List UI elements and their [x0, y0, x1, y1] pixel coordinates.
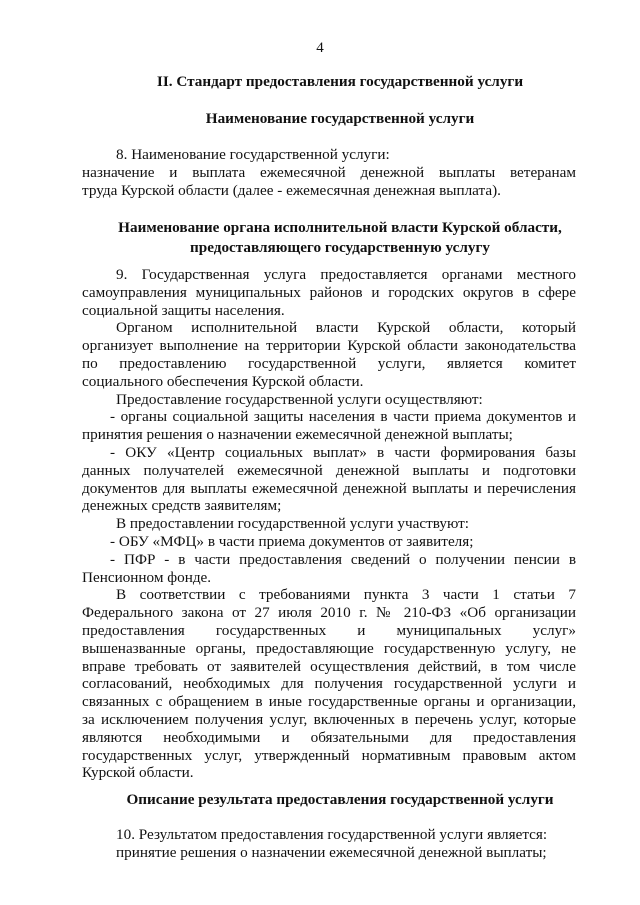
text-line: организует выполнение на территории Курской области законодательства	[82, 337, 576, 355]
text-line: 10. Результатом предоставления государственной услуги является:	[116, 826, 548, 843]
text-line: принятие решения о назначении ежемесячной денежной выплаты;	[116, 843, 547, 861]
text-line: назначение и выплата ежемесячной денежной выплаты ветеранам	[82, 163, 576, 181]
text-line: - ПФР - в части предоставления сведений о получении пенсии в	[110, 550, 576, 568]
text-line: В предоставлении государственной услуги участвуют:	[116, 515, 469, 533]
text-line: - ОБУ «МФЦ» в части приема документов от заявителя;	[110, 532, 474, 550]
text-line: данных получателей ежемесячной денежной выплаты и подготовки	[82, 461, 576, 479]
heading-line: Наименование органа исполнительной власти Курской области,	[118, 219, 562, 236]
text-line: Пенсионном фонде.	[82, 568, 212, 586]
heading-service-name: Наименование государственной услуги	[205, 110, 475, 127]
heading-line: предоставляющего государственную услугу	[190, 239, 490, 256]
text-line: социального обеспечения Курской области.	[82, 372, 364, 390]
text-line: за исключением получения услуг, включенных в перечень услуг, которые	[82, 710, 576, 728]
text-line: самоуправления муниципальных районов и городских округов в сфере	[82, 283, 576, 301]
text-line: Федерального закона от 27 июля 2010 г. № 210-ФЗ «Об организации	[82, 604, 576, 622]
text-line: - органы социальной защиты населения в части приема документов и	[110, 408, 576, 426]
text-line: 8. Наименование государственной услуги:	[116, 146, 390, 163]
text-line: вправе требовать от заявителей осуществления действий, в том числе	[82, 657, 576, 675]
text-line: В соответствии с требованиями пункта 3 части 1 статьи 7	[116, 586, 576, 604]
text-line: связанных с обращением в иные государственные органы и организации,	[82, 693, 576, 711]
section-title: II. Стандарт предоставления государственной услуги	[156, 73, 524, 90]
text-line: согласований, необходимых для получения государственной услуги и	[82, 675, 576, 693]
text-line: являются необходимыми и обязательными для предоставления	[82, 728, 576, 746]
text-line: социальной защиты населения.	[82, 301, 285, 319]
text-line: Предоставление государственной услуги осуществляют:	[116, 390, 483, 408]
text-line: Органом исполнительной власти Курской области, который	[116, 319, 576, 337]
text-line: денежных средств заявителям;	[82, 497, 282, 515]
text-line: Курской области.	[82, 764, 194, 782]
heading-result: Описание результата предоставления государственной услуги	[126, 791, 554, 808]
heading-organ	[60, 218, 620, 258]
paragraph-8	[82, 146, 576, 199]
text-line: принятия решения о назначении ежемесячной денежной выплаты;	[82, 426, 513, 444]
text-line: государственных услуг, утвержденный нормативным правовым актом	[82, 746, 576, 764]
text-line: вышеназванные органы, предоставляющие государственную услугу, не	[82, 639, 576, 657]
text-line: по предоставлению государственной услуги, является комитет	[82, 354, 576, 372]
paragraph-10	[82, 826, 576, 862]
text-line: предоставления государственных и муниципальных услуг»	[82, 621, 576, 639]
text-line: труда Курской области (далее - ежемесячная денежная выплата).	[82, 181, 501, 199]
page-number: 4	[316, 40, 324, 56]
paragraph-9	[82, 266, 576, 782]
text-line: - ОКУ «Центр социальных выплат» в части формирования базы	[110, 443, 576, 461]
text-line: документов для выплаты ежемесячной денежной выплаты и перечисления	[82, 479, 576, 497]
text-line: 9. Государственная услуга предоставляется органами местного	[116, 266, 576, 283]
